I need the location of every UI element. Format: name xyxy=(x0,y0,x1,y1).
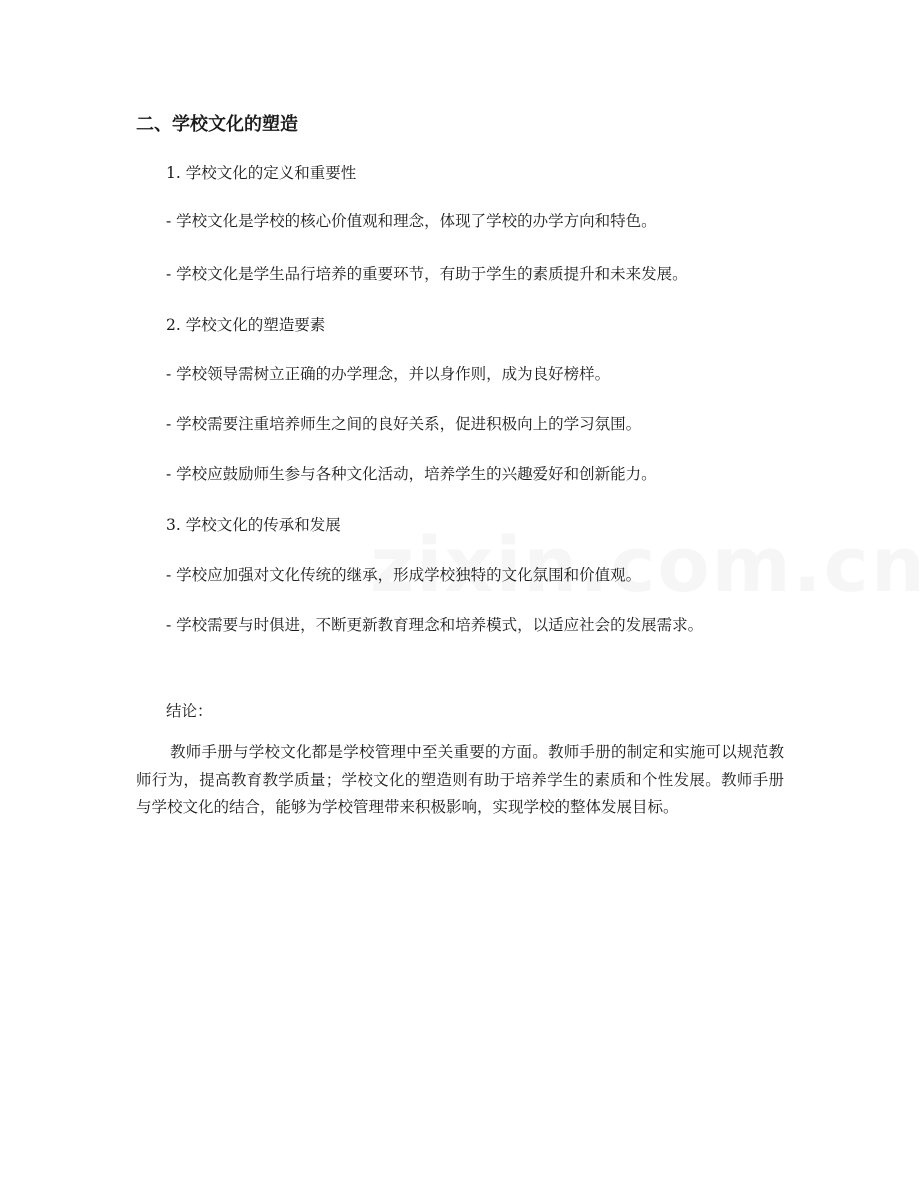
list-item: - 学校需要与时俱进，不断更新教育理念和培养模式，以适应社会的发展需求。 xyxy=(166,616,704,634)
conclusion-paragraph: 教师手册与学校文化都是学校管理中至关重要的方面。教师手册的制定和实施可以规范教师行为，提高教育教学质量；学校文化的塑造则有助于培养学生的素质和个性发展。教师手册与学校文化的结合，能够为学校管理带来积极影响，实现学校的整体发展目标。 xyxy=(136,743,784,816)
section-title: 二、学校文化的塑造 xyxy=(136,114,298,135)
subsection-heading-3: 3. 学校文化的传承和发展 xyxy=(166,516,341,534)
list-item: - 学校应加强对文化传统的继承，形成学校独特的文化氛围和价值观。 xyxy=(166,566,642,584)
subsection-heading-2: 2. 学校文化的塑造要素 xyxy=(166,316,326,334)
list-item: - 学校领导需树立正确的办学理念，并以身作则，成为良好榜样。 xyxy=(166,365,611,383)
list-item: - 学校需要注重培养师生之间的良好关系，促进积极向上的学习氛围。 xyxy=(166,415,642,433)
list-item: - 学校文化是学校的核心价值观和理念，体现了学校的办学方向和特色。 xyxy=(166,212,657,230)
subsection-heading-1: 1. 学校文化的定义和重要性 xyxy=(166,164,357,182)
conclusion-label: 结论： xyxy=(166,702,213,720)
list-item: - 学校应鼓励师生参与各种文化活动，培养学生的兴趣爱好和创新能力。 xyxy=(166,465,657,483)
list-item: - 学校文化是学生品行培养的重要环节，有助于学生的素质提升和未来发展。 xyxy=(166,265,688,283)
